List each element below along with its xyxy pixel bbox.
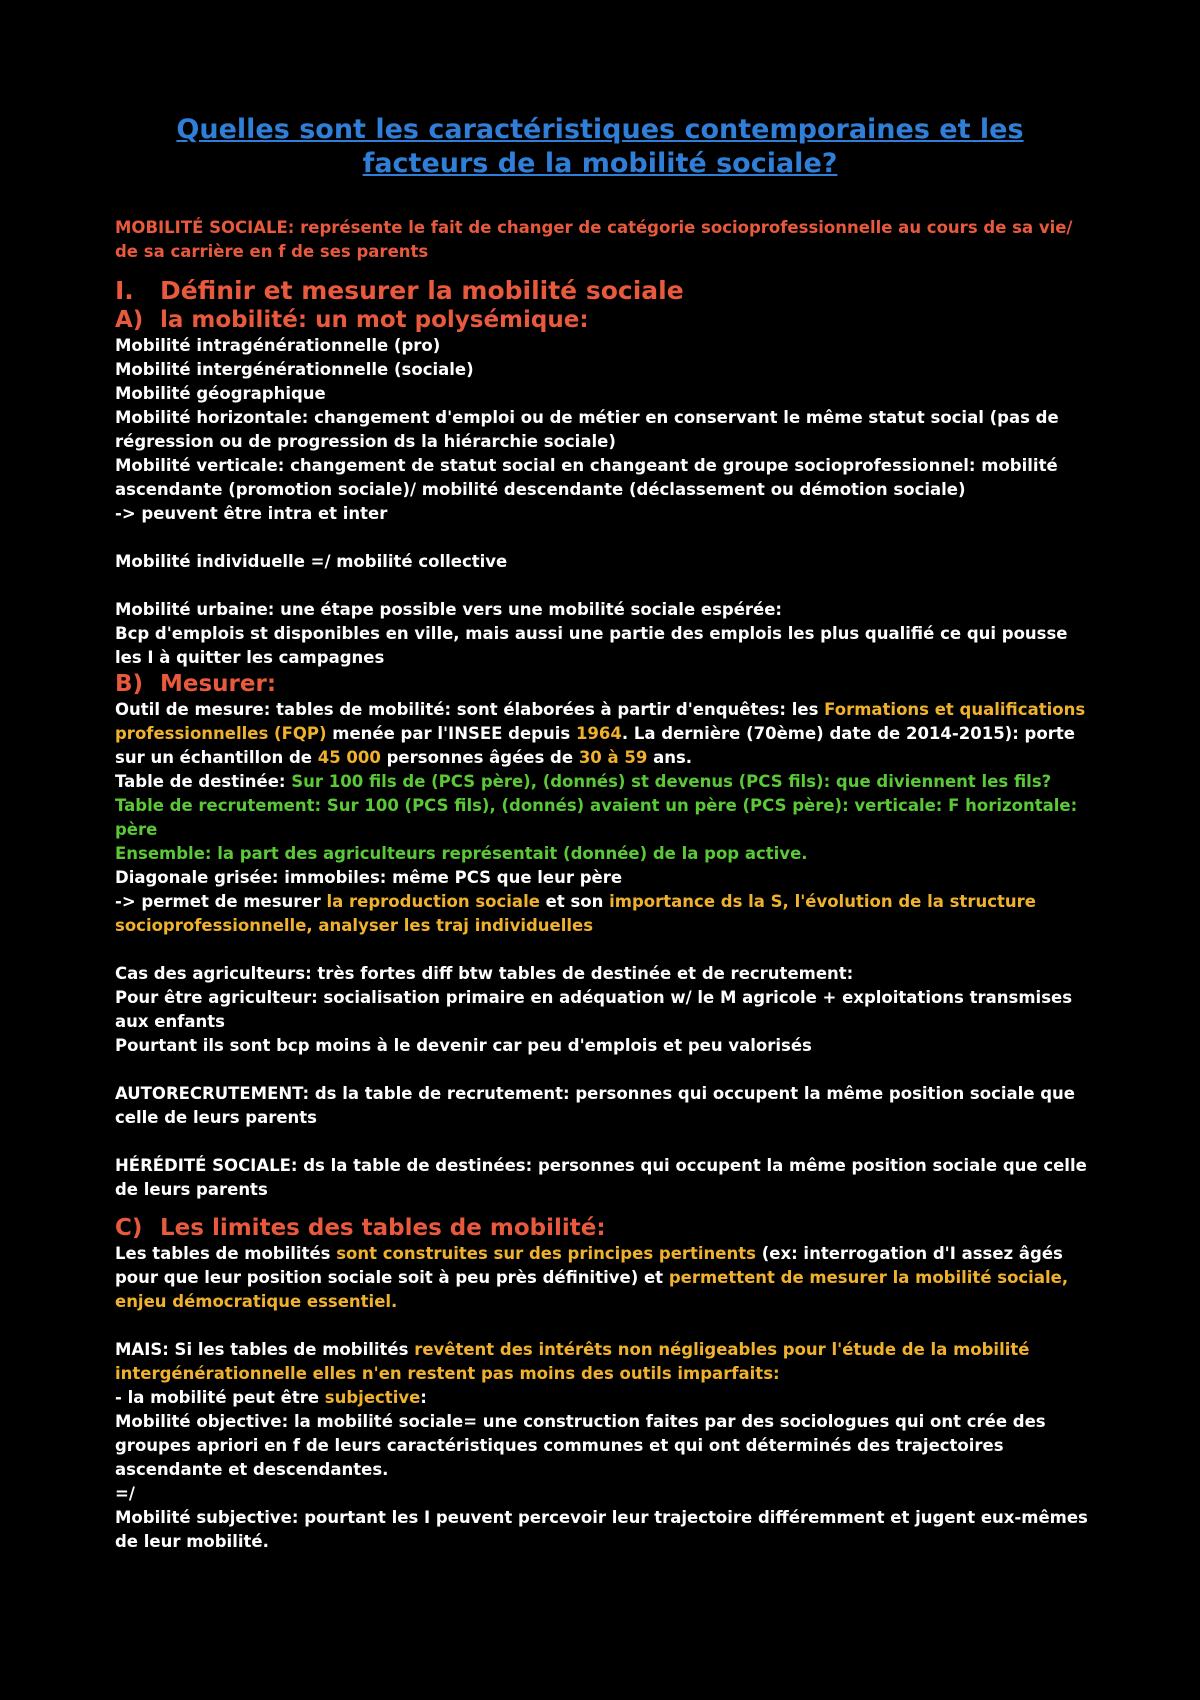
section-1-title: Définir et mesurer la mobilité sociale — [160, 276, 684, 305]
reproduction-text: -> permet de mesurer — [115, 892, 327, 911]
mobility-intragenerational: Mobilité intragénérationnelle (pro) — [115, 336, 441, 355]
limites-text: (ex: interrogation d'I assez âgés pour que leur position sociale soit à peu près définitive) et — [115, 1244, 1063, 1287]
table-recrutement: Table de recrutement: Sur 100 (PCS fils), (donnés) avaient un père (PCS père): verticale: F horizontale: père — [115, 796, 1078, 839]
table-destinee-definition: Sur 100 fils de (PCS père), (donnés) st devenus (PCS fils): que diviennent les fils? — [291, 772, 1052, 791]
section-1-number: I. — [115, 276, 134, 305]
importance-highlight: importance ds la S, l'évolution de la structure socioprofessionnelle, analyser les traj individuelles — [115, 892, 1036, 935]
limites-text: Les tables de mobilités — [115, 1244, 337, 1263]
reproduction-highlight: la reproduction sociale — [326, 892, 540, 911]
cas-agriculteurs: Cas des agriculteurs: très fortes diff btw tables de destinée et de recrutement: — [115, 964, 854, 983]
subjective-text: - la mobilité peut être — [115, 1388, 325, 1407]
fqp-highlight: Formations et qualifications professionnelles (FQP) — [115, 700, 1086, 743]
year-highlight: 1964 — [575, 724, 622, 743]
enjeu-highlight: permettent de mesurer la mobilité sociale, enjeu démocratique essentiel. — [115, 1268, 1069, 1311]
mobility-vertical: Mobilité verticale: changement de statut social en changeant de groupe socioprofessionnel: mobilité ascendante (promotion sociale)/ mobilité descendante (déclassement ou démotion sociale) — [115, 456, 1058, 499]
mobility-urban-detail: Bcp d'emplois st disponibles en ville, mais aussi une partie des emplois les plus qualifié ce qui pousse les I à quitter les campagnes — [115, 624, 1068, 667]
principes-highlight: sont construites sur des principes pertinents — [336, 1244, 756, 1263]
mobility-geographic: Mobilité géographique — [115, 384, 326, 403]
heredite-sociale: HÉRÉDITÉ SOCIALE: ds la table de destinées: personnes qui occupent la même position sociale que celle de leurs parents — [115, 1156, 1087, 1199]
mobilite-subjective: Mobilité subjective: pourtant les I peuvent percevoir leur trajectoire différemment et jugent eux-mêmes de leur mobilité. — [115, 1508, 1088, 1551]
pourtant-agriculteurs: Pourtant ils sont bcp moins à le devenir car peu d'emplois et peu valorisés — [115, 1036, 812, 1055]
definition-mobilite-sociale — [115, 216, 1095, 264]
section-a-title: la mobilité: un mot polysémique: — [160, 307, 589, 333]
definition-term: MOBILITÉ SOCIALE: — [115, 218, 295, 237]
table-destinee — [115, 770, 1095, 794]
section-b-number: B) — [115, 671, 144, 697]
mobility-intra-inter-note: -> peuvent être intra et inter — [115, 504, 388, 523]
subjective-text: : — [420, 1388, 427, 1407]
mais-text: MAIS: Si les tables de mobilités — [115, 1340, 415, 1359]
table-destinee-label: Table de destinée: — [115, 772, 292, 791]
mobility-urban: Mobilité urbaine: une étape possible vers une mobilité sociale espérée: — [115, 600, 783, 619]
reproduction-text: et son — [539, 892, 610, 911]
section-b-heading — [115, 670, 1095, 698]
autorecrutement: AUTORECRUTEMENT: ds la table de recrutement: personnes qui occupent la même position sociale que celle de leurs parents — [115, 1084, 1075, 1127]
ensemble-line: Ensemble: la part des agriculteurs représentait (donnée) de la pop active. — [115, 844, 808, 863]
mobility-horizontal: Mobilité horizontale: changement d'emploi ou de métier en conservant le même statut social (pas de régression ou de progression ds la hiérarchie sociale) — [115, 408, 1059, 451]
measure-text: . La dernière (70ème) date de 2014-2015): porte sur un échantillon de — [115, 724, 1075, 767]
subjective-highlight: subjective — [324, 1388, 421, 1407]
definition-text: représente le fait de changer de catégorie socioprofessionnelle au cours de sa vie/ de sa carrière en f de ses parents — [115, 218, 1073, 261]
measure-tool-paragraph — [115, 698, 1095, 770]
section-c-number: C) — [115, 1215, 143, 1241]
measure-text: personnes âgées de — [380, 748, 579, 767]
mobilite-objective: Mobilité objective: la mobilité sociale= une construction faites par des sociologues qui ont crée des groupes apriori en f de leurs caractéristiques communes et qui ont déterminés des trajectoires ascendante et descendantes. — [115, 1412, 1046, 1479]
mobility-intergenerational: Mobilité intergénérationnelle (sociale) — [115, 360, 474, 379]
subjective-bullet — [115, 1386, 1095, 1410]
interets-highlight: revêtent des intérêts non négligeables pour l'étude de la mobilité intergénérationnelle elles n'en restent pas moins des outils imparfaits: — [115, 1340, 1030, 1383]
reproduction-sociale-line — [115, 890, 1095, 938]
document-body — [115, 216, 1095, 1554]
mais-paragraph — [115, 1338, 1095, 1386]
section-a-heading — [115, 306, 1095, 334]
not-equal-sign: =/ — [115, 1484, 135, 1503]
section-1-heading — [115, 276, 1095, 306]
measure-text: ans. — [647, 748, 693, 767]
etre-agriculteur: Pour être agriculteur: socialisation primaire en adéquation w/ le M agricole + exploitations transmises aux enfants — [115, 988, 1073, 1031]
mobility-individual-collective: Mobilité individuelle =/ mobilité collective — [115, 552, 508, 571]
age-range-highlight: 30 à 59 — [578, 748, 648, 767]
section-a-number: A) — [115, 307, 144, 333]
measure-text: menée par l'INSEE depuis — [326, 724, 576, 743]
document-title: Quelles sont les caractéristiques contemporaines et les facteurs de la mobilité sociale? — [176, 114, 1024, 179]
limites-paragraph — [115, 1242, 1095, 1314]
diagonale-grisee: Diagonale grisée: immobiles: même PCS que leur père — [115, 868, 623, 887]
measure-text: Outil de mesure: tables de mobilité: sont élaborées à partir d'enquêtes: les — [115, 700, 825, 719]
section-b-title: Mesurer: — [160, 671, 277, 697]
section-c-title: Les limites des tables de mobilité: — [160, 1215, 606, 1241]
section-c-heading — [115, 1214, 1095, 1242]
sample-size-highlight: 45 000 — [317, 748, 381, 767]
